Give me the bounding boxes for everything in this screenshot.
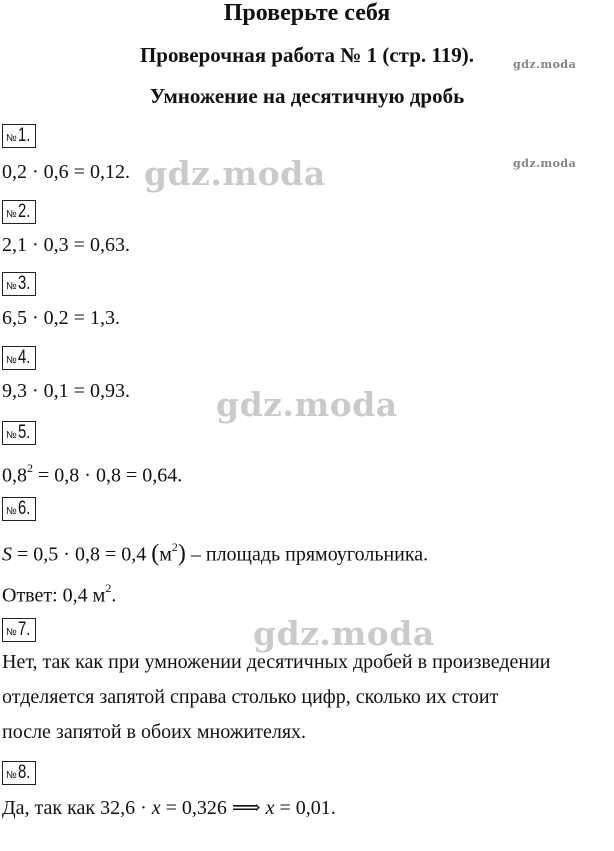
task-2-answer: 2,1 · 0,3 = 0,63. — [2, 234, 130, 256]
number-sign: № — [6, 208, 17, 220]
answer-middle: = 0,326 ⟹ — [160, 797, 266, 819]
task-5-answer — [2, 458, 182, 488]
task-badge-7 — [2, 618, 36, 642]
task-number: 3. — [17, 273, 31, 294]
task-6-answer — [2, 537, 428, 567]
task-4-answer: 9,3 · 0,1 = 0,93. — [2, 380, 130, 402]
work-subtitle: Проверочная работа № 1 (стр. 119). — [139, 43, 475, 67]
exponent: 2 — [27, 461, 33, 475]
task-7-line-2: отделяется запятой справа столько цифр, сколько их стоит — [2, 686, 499, 708]
answer-text: Ответ: 0,4 м — [2, 584, 106, 607]
task-number: 6. — [17, 498, 31, 519]
number-sign: № — [6, 132, 17, 144]
task-number: 5. — [17, 422, 31, 443]
number-sign: № — [6, 280, 17, 292]
watermark-large-3: gdz.moda — [253, 614, 435, 653]
watermark-small-mid: gdz.moda — [513, 157, 577, 170]
number-sign: № — [6, 626, 17, 638]
number-sign: № — [6, 769, 17, 781]
task-badge-8 — [2, 761, 36, 785]
task-number: 2. — [17, 201, 31, 222]
task-number: 4. — [17, 347, 31, 368]
number-sign: № — [6, 354, 17, 366]
watermark-large-1: gdz.moda — [144, 154, 326, 193]
answer-exponent: 2 — [105, 581, 112, 595]
unit: м — [159, 543, 172, 566]
close-paren: ) — [177, 540, 186, 567]
answer-period: . — [111, 584, 117, 607]
topic-heading: Умножение на десятичную дробь — [149, 84, 465, 108]
task-1-answer: 0,2 · 0,6 = 0,12. — [2, 161, 130, 183]
base: 0,8 — [2, 464, 27, 487]
area-expression: = 0,5 · 0,8 = 0,4 — [12, 543, 152, 566]
task-number: 8. — [17, 762, 31, 783]
expression-rest: = 0,8 · 0,8 = 0,64. — [33, 464, 183, 487]
task-badge-6 — [2, 497, 36, 521]
watermark-small-top: gdz.moda — [513, 58, 577, 71]
watermark-large-2: gdz.moda — [216, 385, 398, 424]
task-number: 1. — [17, 125, 31, 146]
answer-end: = 0,01. — [274, 797, 336, 819]
task-8-answer — [2, 796, 336, 820]
area-symbol: S — [2, 543, 12, 566]
task-6-result — [2, 578, 116, 608]
task-badge-3 — [2, 272, 36, 296]
number-sign: № — [6, 429, 17, 441]
task-number: 7. — [17, 619, 31, 640]
page-title: Проверьте себя — [223, 0, 391, 26]
task-7-line-1: Нет, так как при умножении десятичных дробей в произведении — [2, 651, 551, 673]
task-badge-5 — [2, 421, 36, 445]
unit-exponent: 2 — [171, 540, 178, 554]
area-description: – площадь прямоугольника. — [185, 543, 429, 566]
variable-x: x — [151, 797, 161, 819]
task-badge-1 — [2, 124, 36, 148]
task-3-answer: 6,5 · 0,2 = 1,3. — [2, 307, 120, 329]
number-sign: № — [6, 505, 17, 517]
variable-x: x — [265, 797, 275, 819]
task-badge-4 — [2, 346, 36, 370]
open-paren: ( — [151, 540, 160, 567]
answer-lead: Да, так как 32,6 · — [2, 797, 152, 819]
task-7-line-3: после запятой в обоих множителях. — [2, 721, 307, 743]
task-badge-2 — [2, 200, 36, 224]
